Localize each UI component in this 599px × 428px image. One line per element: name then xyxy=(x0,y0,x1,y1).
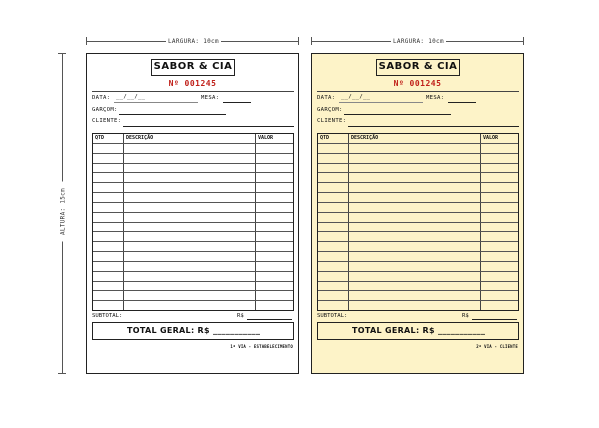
table-number-underline xyxy=(448,102,476,103)
table-row xyxy=(318,192,518,193)
table-row xyxy=(318,231,518,232)
table-row xyxy=(93,212,293,213)
receipt-copy-1 xyxy=(86,53,299,374)
table-row xyxy=(93,300,293,301)
date-value: __/__/__ xyxy=(116,94,146,100)
table-row xyxy=(318,202,518,203)
width-dimension-label-1: LARGURA: 10cm xyxy=(168,38,219,45)
copy-note: 1ª VIA - ESTABELECIMENTO xyxy=(230,344,293,349)
col-header-description: DESCRIÇÃO xyxy=(126,135,154,141)
height-dim-tick xyxy=(58,53,66,54)
waiter-underline xyxy=(344,114,451,115)
client-underline xyxy=(348,126,519,127)
header-divider xyxy=(317,91,519,92)
table-row xyxy=(318,271,518,272)
col-header-description: DESCRIÇÃO xyxy=(351,135,379,141)
col-header-qty: QTD xyxy=(320,135,330,141)
table-row xyxy=(93,182,293,183)
date-label: DATA: xyxy=(317,95,336,101)
subtotal-underline xyxy=(247,319,292,320)
table-number-underline xyxy=(223,102,251,103)
table-row xyxy=(318,182,518,183)
col-header-value: VALOR xyxy=(258,135,274,141)
waiter-label: GARÇOM: xyxy=(92,107,118,113)
table-row xyxy=(93,172,293,173)
table-row xyxy=(93,261,293,262)
table-row xyxy=(318,163,518,164)
table-row xyxy=(318,251,518,252)
height-dim-tick xyxy=(58,373,66,374)
width-dimension-label-2: LARGURA: 10cm xyxy=(393,38,444,45)
col-header-qty: QTD xyxy=(95,135,105,141)
table-row xyxy=(318,300,518,301)
subtotal-underline xyxy=(472,319,517,320)
table-number-label: MESA: xyxy=(201,95,220,101)
table-row xyxy=(93,222,293,223)
subtotal-currency: R$ xyxy=(462,313,469,319)
table-row xyxy=(93,202,293,203)
items-table xyxy=(92,133,294,311)
date-label: DATA: xyxy=(92,95,111,101)
table-row xyxy=(93,163,293,164)
serial-number: Nº 001245 xyxy=(393,79,442,88)
brand-logo: SABOR & CIA xyxy=(151,59,235,76)
subtotal-label: SUBTOTAL: xyxy=(317,313,348,319)
table-row xyxy=(318,212,518,213)
client-label: CLIENTE: xyxy=(317,118,347,124)
width-dim-tick xyxy=(523,37,524,45)
table-row xyxy=(93,153,293,154)
table-row xyxy=(318,222,518,223)
height-dimension-label: ALTURA: 15cm xyxy=(60,182,67,242)
table-row xyxy=(93,231,293,232)
table-row xyxy=(318,281,518,282)
receipt-copy-2 xyxy=(311,53,524,374)
table-row xyxy=(318,172,518,173)
grand-total-box: TOTAL GERAL: R$ ___________ xyxy=(92,322,294,340)
serial-number: Nº 001245 xyxy=(168,79,217,88)
waiter-label: GARÇOM: xyxy=(317,107,343,113)
date-underline xyxy=(114,102,198,103)
waiter-underline xyxy=(119,114,226,115)
col-header-value: VALOR xyxy=(483,135,499,141)
date-underline xyxy=(339,102,423,103)
table-row xyxy=(318,143,518,144)
table-row xyxy=(93,241,293,242)
table-row xyxy=(93,143,293,144)
table-row xyxy=(93,281,293,282)
client-label: CLIENTE: xyxy=(92,118,122,124)
items-table xyxy=(317,133,519,311)
width-dim-tick xyxy=(311,37,312,45)
client-underline xyxy=(123,126,294,127)
table-row xyxy=(318,261,518,262)
width-dim-tick xyxy=(298,37,299,45)
table-number-label: MESA: xyxy=(426,95,445,101)
subtotal-label: SUBTOTAL: xyxy=(92,313,123,319)
header-divider xyxy=(92,91,294,92)
date-value: __/__/__ xyxy=(341,94,371,100)
width-dim-tick xyxy=(86,37,87,45)
table-row xyxy=(93,290,293,291)
table-row xyxy=(93,251,293,252)
table-row xyxy=(318,153,518,154)
brand-logo: SABOR & CIA xyxy=(376,59,460,76)
table-row xyxy=(93,271,293,272)
copy-note: 2ª VIA - CLIENTE xyxy=(476,344,518,349)
table-row xyxy=(93,192,293,193)
table-row xyxy=(318,241,518,242)
grand-total-box: TOTAL GERAL: R$ ___________ xyxy=(317,322,519,340)
table-row xyxy=(318,290,518,291)
subtotal-currency: R$ xyxy=(237,313,244,319)
